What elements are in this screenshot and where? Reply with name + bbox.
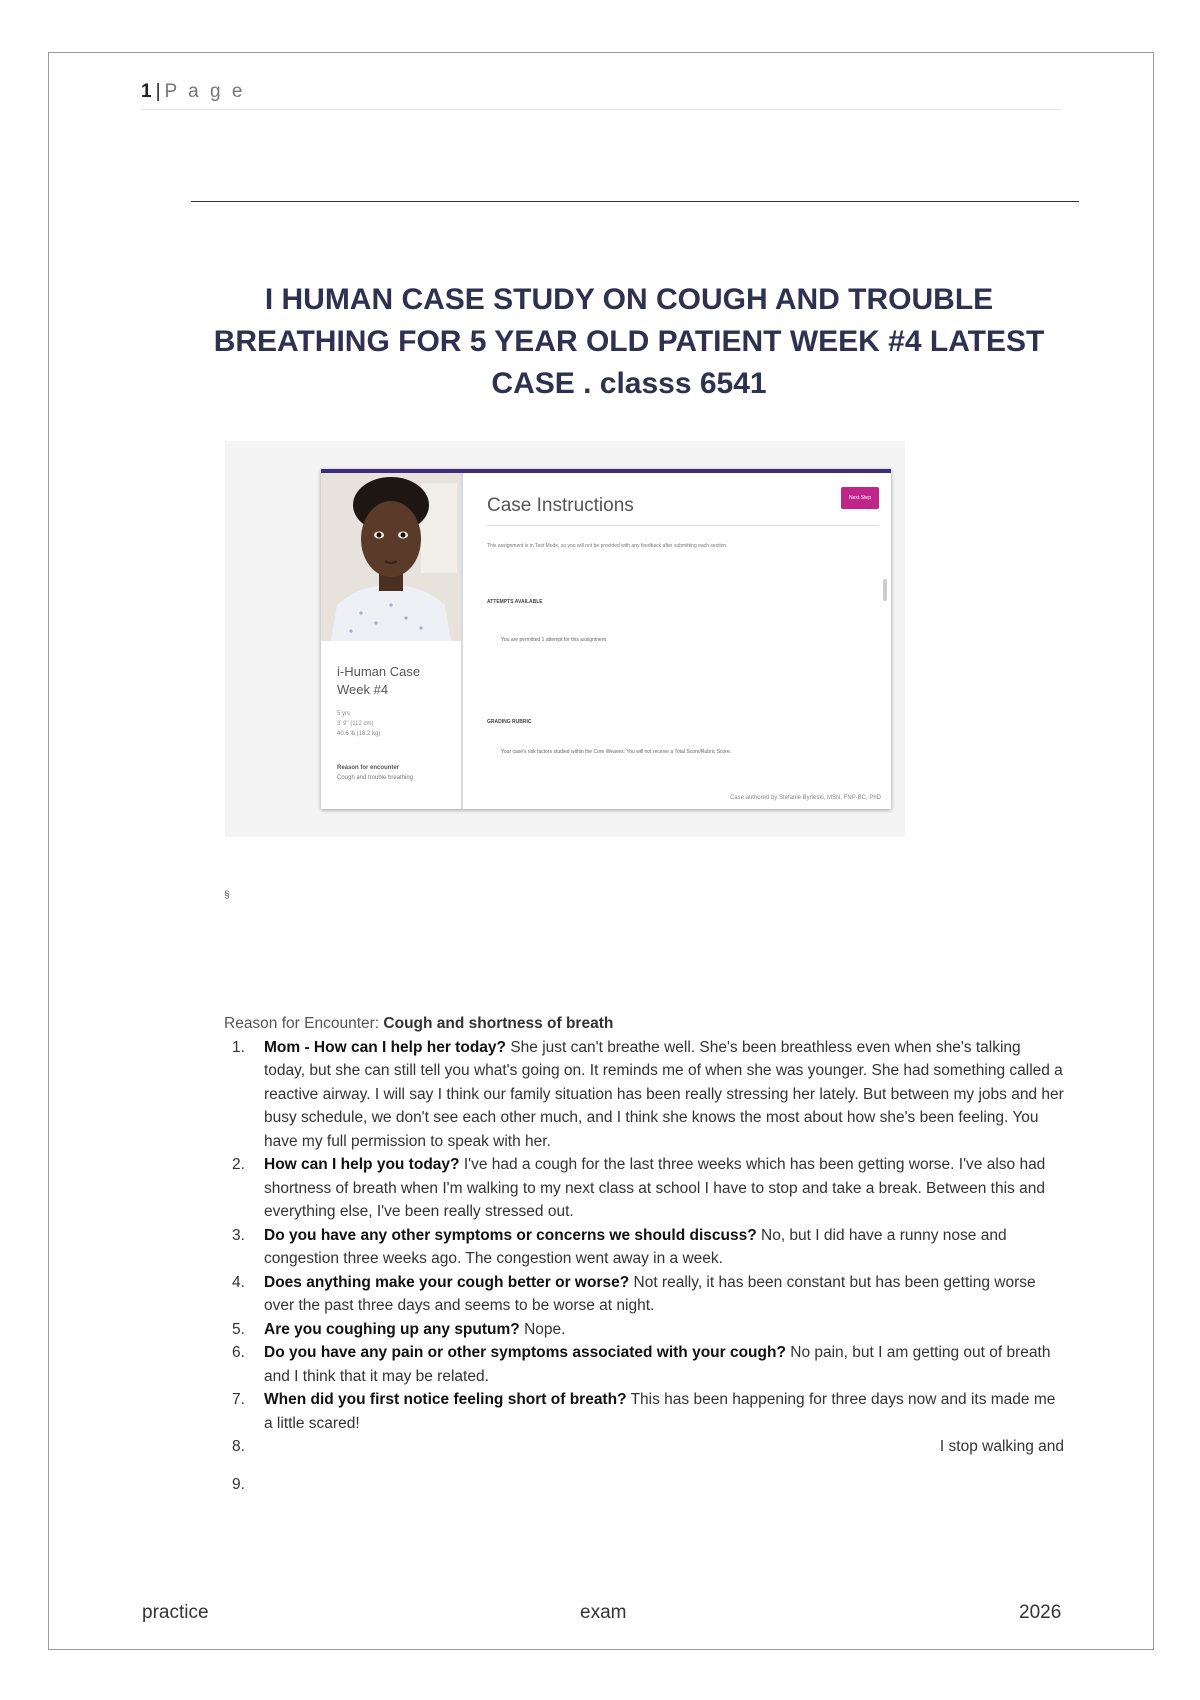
instructions-divider — [487, 525, 879, 526]
footer-right: 2026 — [1019, 1602, 1062, 1623]
stray-mark: § — [224, 890, 230, 901]
list-item: 2. How can I help you today? I've had a cough for the last three weeks which has been getting worse. I've also had shortness of breath when I'm walking to my next class at school I have to stop and take a break. Between this and everything else, I've been really stressed out. — [232, 1156, 1046, 1220]
list-item: 5. Are you coughing up any sputum? Nope. — [232, 1320, 566, 1338]
case-window — [321, 469, 891, 809]
instructions-intro: This assignment is in Test Mode, so you will not be provided with any feedback after submitting each section. — [487, 543, 728, 549]
footer-left: practice — [142, 1602, 209, 1623]
grading-heading: GRADING RUBRIC — [487, 719, 532, 725]
case-instructions-title: Case Instructions — [487, 495, 634, 516]
document-title: I HUMAN CASE STUDY ON COUGH AND TROUBLE BREATHING FOR 5 YEAR OLD PATIENT WEEK #4 LATEST CASE . classs 6541 — [213, 283, 1045, 400]
list-item: 8. I stop walking and — [232, 1438, 1064, 1455]
encounter-reason-value: Cough and trouble breathing — [337, 775, 414, 781]
list-item: 6. Do you have any pain or other symptoms associated with your cough? No pain, but I am getting out of breath and I think that it may be related. — [232, 1344, 1051, 1385]
header-divider — [141, 109, 1061, 110]
attempts-heading: ATTEMPTS AVAILABLE — [487, 599, 543, 605]
patient-details: 5 yrs 3' 9" (112 cm) 40.6 lb (18.2 kg) — [337, 711, 381, 737]
attempts-text: You are permitted 1 attempt for this assignment. — [501, 637, 608, 643]
title-divider — [191, 201, 1079, 202]
next-step-button[interactable]: Next Step — [841, 487, 879, 509]
patient-avatar — [321, 473, 461, 641]
list-item: 3. Do you have any other symptoms or concerns we should discuss? No, but I did have a runny nose and congestion three weeks ago. The congestion went away in a week. — [232, 1226, 1007, 1267]
case-author: Case authored by Stefanie Byrleski, MSN, FNP-BC, PhD — [729, 795, 881, 801]
case-questions — [224, 1012, 1064, 1496]
scrollbar[interactable] — [883, 579, 887, 601]
page-number: 1 | P a g e — [141, 81, 246, 102]
case-screenshot — [225, 441, 905, 837]
grading-text: Your case's risk factors studied within the Core Weaves: You will not receive a Total Score/Rubric Score. — [501, 749, 732, 755]
patient-panel — [321, 473, 463, 809]
list-item: 4. Does anything make your cough better or worse? Not really, it has been constant but has been getting worse over the past three days and seems to be worse at night. — [232, 1273, 1036, 1314]
list-item: 1. Mom - How can I help her today? She just can't breathe well. She's been breathless even when she's talking today, but she can still tell you what's going on. It reminds me of when she was younger. She had something called a reactive airway. I will say I think our family situation has been really stressing her lately. But between my jobs and her busy schedule, we don't see each other much, and I think she knows the most about how she's been feeling. You have my full permission to speak with her. — [232, 1038, 1064, 1150]
case-name: i-Human Case Week #4 — [337, 664, 421, 697]
encounter-reason-heading: Reason for encounter — [337, 765, 400, 771]
question-list — [224, 1036, 1064, 1497]
encounter-reason: Reason for Encounter: Cough and shortness of breath — [224, 1015, 614, 1032]
footer-center: exam — [580, 1602, 627, 1623]
list-item: 9. — [232, 1475, 245, 1493]
list-item: 7. When did you first notice feeling short of breath? This has been happening for three days now and its made me a little scared! — [232, 1391, 1056, 1432]
